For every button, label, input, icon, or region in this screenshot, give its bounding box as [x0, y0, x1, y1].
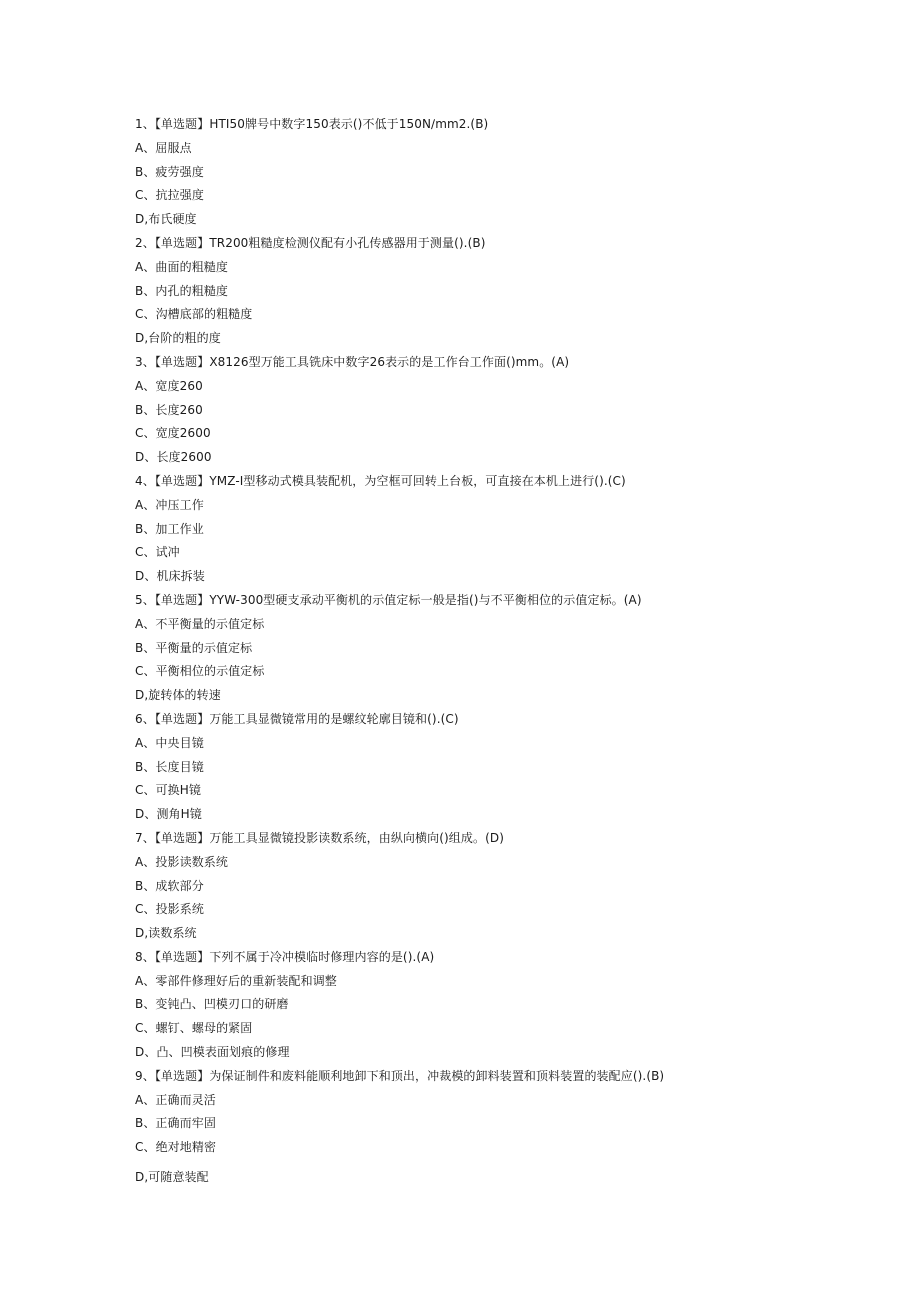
question-2-option-b: B、内孔的粗糙度 [135, 283, 229, 298]
question-3-option-d: D、长度2600 [135, 450, 212, 465]
question-5-option-b: B、平衡量的示值定标 [135, 640, 253, 655]
question-4-option-c: C、试冲 [135, 545, 180, 560]
question-7-stem: 7、【单选题】万能工具显微镜投影读数系统，由纵向横向()组成。(D) [135, 830, 505, 845]
question-6-stem: 6、【单选题】万能工具显微镜常用的是螺纹轮廓目镜和().(C) [135, 711, 459, 726]
question-5-option-d: D,旋转体的转速 [135, 688, 221, 703]
question-9-option-d: D,可随意装配 [135, 1170, 209, 1185]
question-7-option-d: D,读数系统 [135, 926, 197, 941]
question-2-option-a: A、曲面的粗糙度 [135, 259, 229, 274]
question-7-option-a: A、投影读数系统 [135, 854, 229, 869]
question-7-option-b: B、成软部分 [135, 878, 204, 893]
question-4-option-b: B、加工作业 [135, 521, 204, 536]
question-4-option-d: D、机床拆装 [135, 569, 205, 584]
question-6-option-c: C、可换H镜 [135, 783, 202, 798]
question-4-stem: 4、【单选题】YMZ-I型移动式模具装配机，为空框可回转上台板，可直接在本机上进行().(C) [135, 473, 626, 488]
question-9-option-c: C、绝对地精密 [135, 1140, 217, 1155]
question-3-option-c: C、宽度2600 [135, 426, 211, 441]
question-3-option-b: B、长度260 [135, 402, 203, 417]
question-9-option-b: B、正确而牢固 [135, 1116, 216, 1131]
question-9-option-a: A、正确而灵活 [135, 1092, 216, 1107]
question-8-option-c: C、螺钉、螺母的紧固 [135, 1021, 253, 1036]
question-6-option-a: A、中央目镜 [135, 735, 204, 750]
question-8-stem: 8、【单选题】下列不属于冷冲模临时修理内容的是().(A) [135, 949, 435, 964]
question-1-option-b: B、疲劳强度 [135, 164, 204, 179]
question-2-stem: 2、【单选题】TR200粗糙度检测仪配有小孔传感器用于测量().(B) [135, 235, 486, 250]
question-6-option-b: B、长度目镜 [135, 759, 204, 774]
question-list [135, 113, 855, 1190]
question-8-option-d: D、凸、凹模表面划痕的修理 [135, 1045, 290, 1060]
question-9-stem: 9、【单选题】为保证制件和废料能顺利地卸下和顶出，冲裁模的卸料装置和顶料装置的装配应().(B) [135, 1068, 665, 1083]
question-8-option-b: B、变钝凸、凹模刃口的研磨 [135, 997, 289, 1012]
question-1-option-a: A、屈服点 [135, 140, 192, 155]
question-4-option-a: A、冲压工作 [135, 497, 204, 512]
question-7-option-c: C、投影系统 [135, 902, 204, 917]
question-1-stem: 1、【单选题】HTI50牌号中数字150表示()不低于150N∕mm2.(B) [135, 117, 489, 131]
question-2-option-d: D,台阶的粗的度 [135, 331, 221, 346]
question-5-option-c: C、平衡相位的示值定标 [135, 664, 265, 679]
question-2-option-c: C、沟槽底部的粗糙度 [135, 307, 253, 322]
question-5-option-a: A、不平衡量的示值定标 [135, 616, 265, 631]
question-1-option-d: D,布氏硬度 [135, 212, 197, 227]
question-8-option-a: A、零部件修理好后的重新装配和调整 [135, 973, 337, 988]
question-1-option-c: C、抗拉强度 [135, 188, 204, 203]
question-6-option-d: D、测角H镜 [135, 807, 202, 822]
question-5-stem: 5、【单选题】YYW-300型硬支承动平衡机的示值定标一般是指()与不平衡相位的示值定标。(A) [135, 592, 642, 607]
question-3-stem: 3、【单选题】X8126型万能工具铣床中数字26表示的是工作台工作面()mm。(A) [135, 354, 570, 369]
question-3-option-a: A、宽度260 [135, 378, 203, 393]
